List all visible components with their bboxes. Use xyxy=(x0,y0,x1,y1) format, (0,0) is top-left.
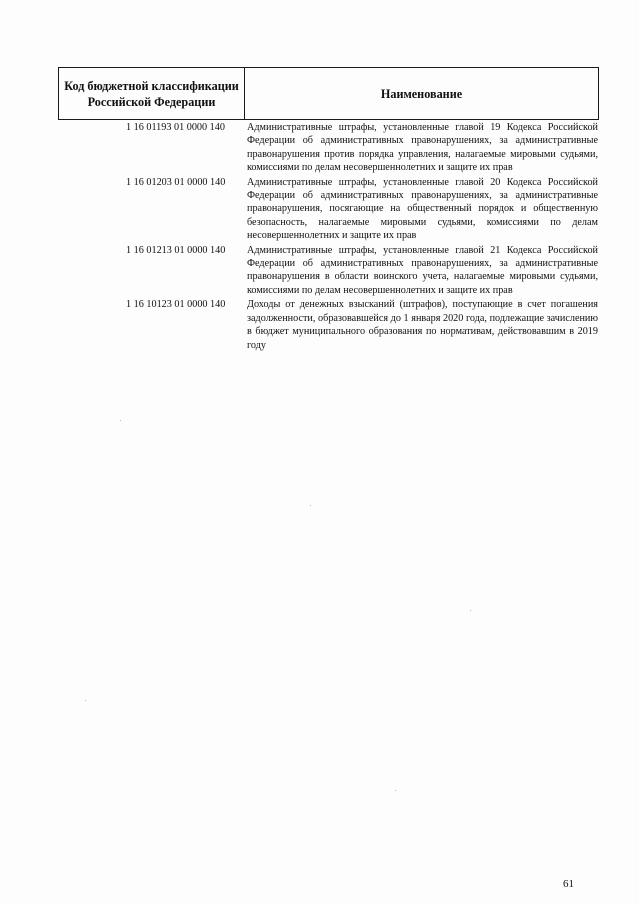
row-code: 1 16 01193 01 0000 140 xyxy=(126,122,225,133)
row-code: 1 16 01213 01 0000 140 xyxy=(126,244,226,256)
table-row xyxy=(58,176,599,243)
row-name: Административные штрафы, установленные главой 19 Кодекса Российской Федерации об административных правонарушениях, за административные правонарушения против порядка управления, налагаемые мировыми судьями, комиссиями по делам несовершеннолетних и защите их прав xyxy=(247,122,598,174)
header-name: Наименование xyxy=(380,86,463,101)
table-header xyxy=(58,67,599,120)
scan-speck xyxy=(395,790,396,791)
row-name: Административные штрафы, установленные главой 20 Кодекса Российской Федерации об административных правонарушениях, за административные правонарушения, посягающие на общественный порядок и общественную безопасность, налагаемые мировыми судьями, комиссиями по делам несовершеннолетних и защите их прав xyxy=(247,176,598,242)
page-number: 61 xyxy=(563,878,574,890)
row-name: Административные штрафы, установленные главой 21 Кодекса Российской Федерации об административных правонарушениях, за административные правонарушения в области воинского учета, налагаемые мировыми судьями, комиссиями по делам несовершеннолетних и защите их прав xyxy=(247,244,598,296)
row-code: 1 16 01203 01 0000 140 xyxy=(126,176,226,188)
scan-speck xyxy=(85,700,86,701)
table-row xyxy=(58,121,599,175)
row-name: Доходы от денежных взысканий (штрафов), поступающие в счет погашения задолженности, образовавшейся до 1 января 2020 года, подлежащие зачислению в бюджет муниципального образования по нормативам, действовавшим в 2019 году xyxy=(247,299,598,351)
table-row xyxy=(58,244,599,298)
row-code: 1 16 10123 01 0000 140 xyxy=(126,299,226,311)
budget-classification-table xyxy=(58,67,599,352)
table-row xyxy=(58,298,599,352)
scan-speck xyxy=(470,610,471,611)
header-code: Код бюджетной классификации Российской Федерации xyxy=(59,68,245,119)
scan-speck xyxy=(310,505,311,506)
scan-speck xyxy=(120,420,121,421)
